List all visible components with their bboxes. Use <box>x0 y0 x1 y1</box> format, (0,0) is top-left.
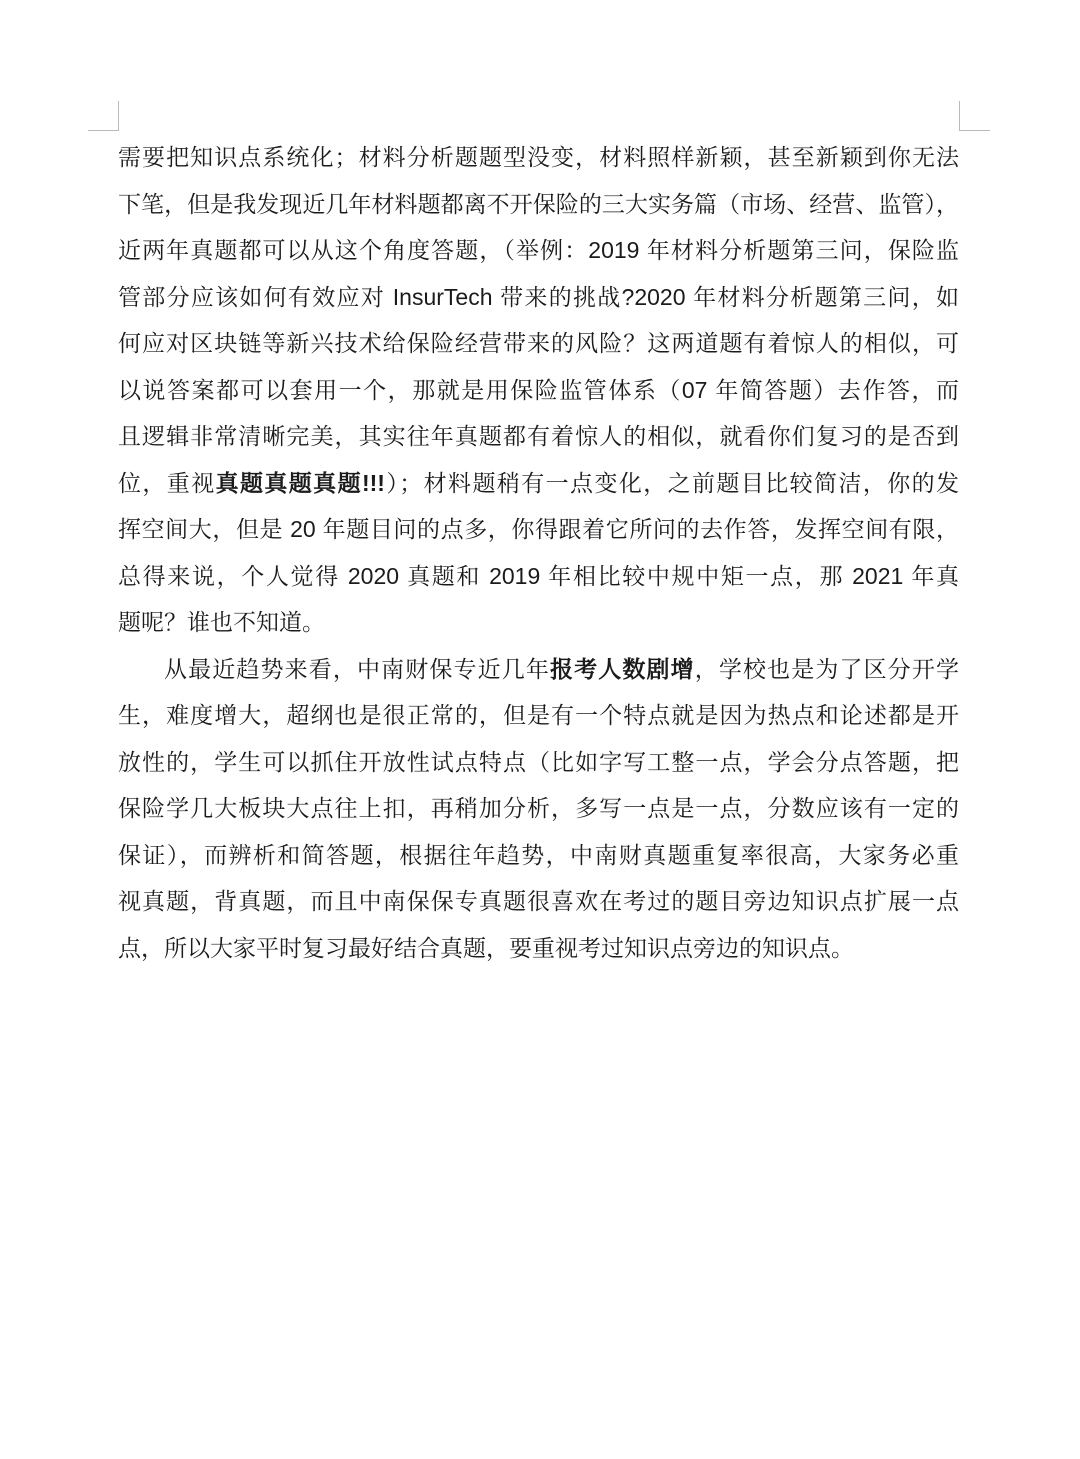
text-line <box>118 925 959 972</box>
text-segment: 视真题，背真题，而且中南保保专真题很喜欢在考过的题目旁边知识点扩展一点 <box>118 888 959 914</box>
text-segment: 近两年真题都可以从这个角度答题，（举例：2019 年材料分析题第三问，保险监 <box>118 237 959 263</box>
text-line <box>118 506 959 553</box>
text-line <box>118 367 959 414</box>
text-segment: 位，重视 <box>118 469 216 496</box>
document-body-text <box>118 134 959 971</box>
text-segment: 总得来说，个人觉得 2020 真题和 2019 年相比较中规中矩一点，那 2021 年真 <box>118 562 959 589</box>
text-line <box>118 646 959 693</box>
text-line <box>118 134 959 181</box>
text-line <box>118 413 959 460</box>
text-segment: 管部分应该如何有效应对 InsurTech 带来的挑战?2020 年材料分析题第三问，如 <box>118 283 959 310</box>
bold-text-segment: 真题真题真题!!! <box>215 469 385 496</box>
text-segment: 题呢？谁也不知道。 <box>118 609 325 635</box>
text-line <box>118 320 959 367</box>
text-segment: 以说答案都可以套用一个，那就是用保险监管体系（07 年简答题）去作答，而 <box>118 376 959 403</box>
text-segment: 且逻辑非常清晰完美，其实往年真题都有着惊人的相似，就看你们复习的是否到 <box>118 423 959 449</box>
text-segment: 需要把知识点系统化；材料分析题题型没变，材料照样新颖，甚至新颖到你无法 <box>118 144 959 170</box>
paragraph <box>118 134 959 646</box>
text-line <box>118 832 959 879</box>
text-segment: ，学校也是为了区分开学 <box>694 655 959 682</box>
text-line <box>118 227 959 274</box>
text-line <box>118 692 959 739</box>
text-line <box>118 878 959 925</box>
text-segment: 生，难度增大，超纲也是很正常的，但是有一个特点就是因为热点和论述都是开 <box>118 702 959 728</box>
text-line <box>118 553 959 600</box>
text-line <box>118 785 959 832</box>
text-line <box>118 739 959 786</box>
text-boundary-mark-top-right <box>959 101 990 131</box>
text-segment: 放性的，学生可以抓住开放性试点特点（比如字写工整一点，学会分点答题，把 <box>118 748 959 775</box>
text-segment: ）；材料题稍有一点变化，之前题目比较简洁，你的发 <box>384 469 960 496</box>
text-segment: 保证），而辨析和简答题，根据往年趋势，中南财真题重复率很高，大家务必重 <box>118 841 959 868</box>
text-segment: 何应对区块链等新兴技术给保险经营带来的风险？这两道题有着惊人的相似，可 <box>118 330 959 356</box>
text-segment: 挥空间大，但是 20 年题目问的点多，你得跟着它所问的去作答，发挥空间有限， <box>118 516 959 542</box>
text-line <box>118 460 959 507</box>
bold-text-segment: 报考人数剧增 <box>550 655 695 682</box>
text-line <box>118 599 959 646</box>
text-line <box>118 274 959 321</box>
text-segment: 从最近趋势来看，中南财保专近几年 <box>164 655 550 682</box>
paragraph <box>118 646 959 972</box>
text-segment: 点，所以大家平时复习最好结合真题，要重视考过知识点旁边的知识点。 <box>118 934 854 961</box>
text-segment: 下笔，但是我发现近几年材料题都离不开保险的三大实务篇（市场、经营、监管）， <box>118 190 959 217</box>
text-boundary-mark-top-left <box>88 101 119 131</box>
text-line <box>118 181 959 228</box>
text-segment: 保险学几大板块大点往上扣，再稍加分析，多写一点是一点，分数应该有一定的 <box>118 795 959 821</box>
